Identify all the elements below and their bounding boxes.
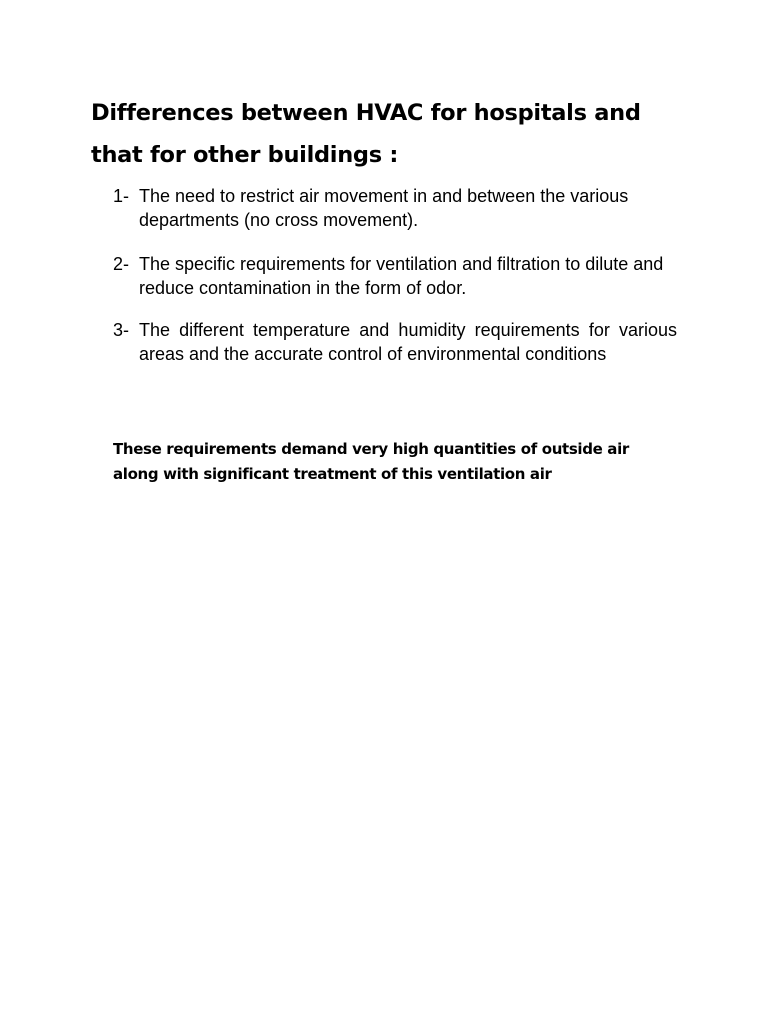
list-item	[113, 253, 677, 300]
page-title: Differences between HVAC for hospitals and that for other buildings :	[91, 100, 641, 168]
list-item-text: The different temperature and humidity requirements for various areas and the accurate control of environmental conditions	[139, 320, 677, 364]
list-item-text: The specific requirements for ventilation and filtration to dilute and reduce contamination in the form of odor.	[139, 254, 664, 298]
list-item-number: 2-	[113, 254, 130, 274]
list-item	[113, 319, 677, 366]
list-item	[113, 185, 677, 232]
summary-paragraph: These requirements demand very high quantities of outside air along with significant treatment of this ventilation air	[113, 440, 629, 483]
list-item-number: 1-	[113, 186, 130, 206]
differences-list	[113, 185, 677, 366]
list-item-text: The need to restrict air movement in and between the various departments (no cross movement).	[139, 186, 629, 230]
list-item-number: 3-	[113, 320, 130, 340]
